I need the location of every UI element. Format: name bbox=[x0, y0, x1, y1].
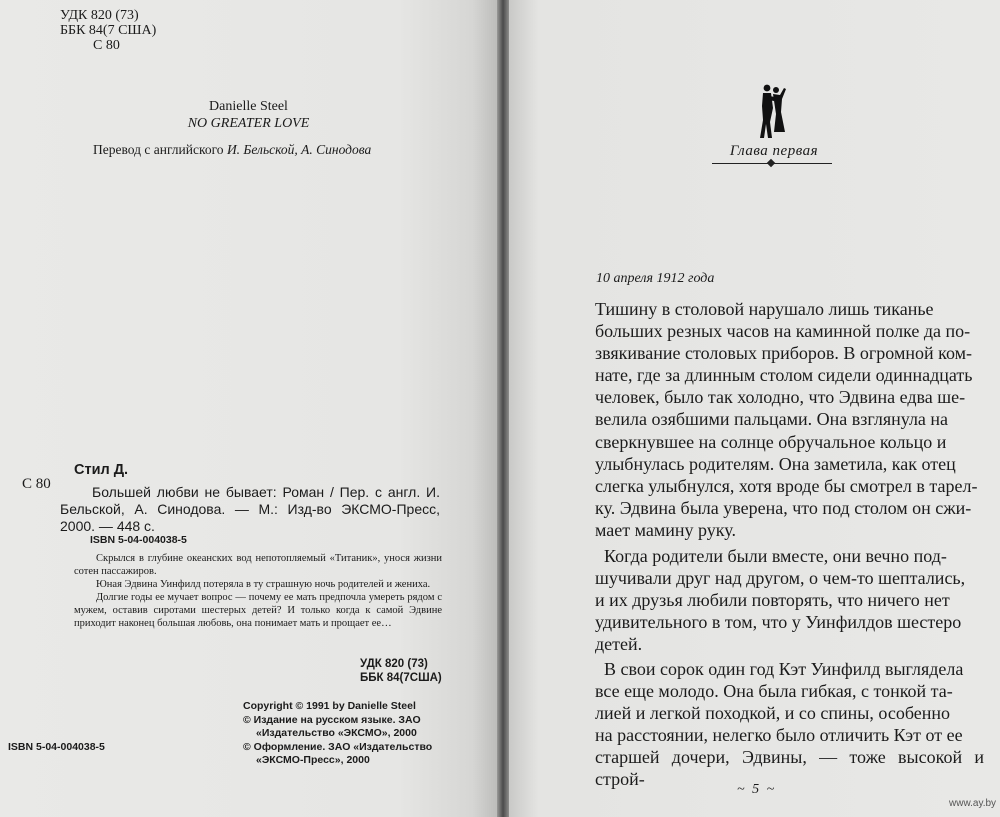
catalog-description: Большей любви не бывает: Роман / Пер. с англ. И. Бельской, А. Синодова. — М.: Изд-во ЭКСМО-Пресс, 2000. — 448 с. bbox=[60, 484, 440, 534]
book-gutter bbox=[497, 0, 509, 817]
right-page bbox=[509, 0, 1000, 817]
watermark: www.ay.by bbox=[949, 798, 997, 809]
text-line: больших резных часов на каминной полке да по- bbox=[595, 321, 971, 342]
translation-prefix: Перевод с английского bbox=[93, 142, 224, 157]
text-line: детей. bbox=[595, 634, 643, 655]
copyright-line: Copyright © 1991 by Danielle Steel bbox=[243, 700, 416, 712]
text-line: звякивание столовых приборов. В огромной ком- bbox=[595, 343, 972, 364]
title-en: NO GREATER LOVE bbox=[187, 116, 310, 131]
left-page bbox=[0, 0, 497, 817]
text-line: Когда родители были вместе, они вечно под- bbox=[604, 546, 947, 567]
udk-code: УДК 820 (73) bbox=[60, 8, 139, 23]
text-line: лией и легкой походкой, и со спины, особенно bbox=[595, 702, 951, 723]
classification-codes-bottom bbox=[360, 657, 442, 685]
body-text bbox=[595, 298, 984, 790]
catalog-author: Стил Д. bbox=[74, 462, 129, 478]
classification-codes-top bbox=[60, 8, 156, 53]
text-line: человек, было так холодно, что Эдвина едва ше- bbox=[595, 387, 966, 408]
text-line: Тишину в столовой нарушало лишь тиканье bbox=[595, 299, 934, 319]
ornament-diamond-icon bbox=[767, 159, 775, 167]
text-line: мает мамину руку. bbox=[595, 519, 736, 540]
copyright-line: © Издание на русском языке. ЗАО bbox=[243, 713, 421, 726]
isbn-bottom: ISBN 5-04-004038-5 bbox=[8, 741, 105, 753]
copyright-line: «Издательство «ЭКСМО», 2000 bbox=[256, 727, 417, 739]
text-line: сверкнувшее на солнце обручальное кольцо и bbox=[595, 431, 947, 452]
copyright-line: © Оформление. ЗАО «Издательство bbox=[243, 740, 433, 753]
annotation-paragraph: Долгие годы ее мучает вопрос — почему ее мать предпочла умереть рядом с мужем, оставив сиротами шестерых детей? И только когда к самой Эдвине приходит наконец большая любовь, она понимает мать и прощает ее… bbox=[74, 592, 442, 629]
annotation bbox=[74, 552, 442, 630]
text-line: нате, где за длинным столом сидели одиннадцать bbox=[595, 365, 973, 386]
udk-code-bottom: УДК 820 (73) bbox=[360, 658, 428, 670]
text-line: удивительного в том, что у Уинфилдов шестеро bbox=[595, 612, 962, 633]
text-line: В свои сорок один год Кэт Уинфилд выглядела bbox=[604, 658, 964, 679]
text-line: улыбнулась родителям. Она заметила, как отец bbox=[595, 453, 956, 474]
dancing-couple-icon bbox=[754, 82, 790, 140]
translator-names: И. Бельской, А. Синодова bbox=[226, 142, 372, 157]
copyright-line: «ЭКСМО-Пресс», 2000 bbox=[256, 754, 370, 766]
text-line: слегка улыбнулся, хотя вроде бы смотрел в тарел- bbox=[595, 475, 978, 496]
copyright-block bbox=[243, 700, 432, 768]
original-author-title bbox=[0, 98, 497, 132]
catalog-isbn: ISBN 5-04-004038-5 bbox=[90, 534, 187, 546]
translation-credit bbox=[93, 142, 371, 158]
author-name-en: Danielle Steel bbox=[209, 99, 288, 114]
page-number: ~ 5 ~ bbox=[737, 782, 777, 797]
text-line: и их друзья любили повторять, что ничего нет bbox=[595, 590, 950, 611]
text-line: шучивали друг над другом, о чем-то шептались, bbox=[595, 568, 966, 589]
bbk-code: ББК 84(7 США) bbox=[60, 23, 157, 38]
author-mark-code: С 80 bbox=[93, 38, 120, 53]
text-line: на расстоянии, нелегко было отличить Кэт от ее bbox=[595, 724, 963, 745]
text-line: старшей дочери, Эдвины, — тоже высокой и строй- bbox=[595, 746, 984, 789]
catalog-code: С 80 bbox=[22, 476, 51, 492]
chapter-title: Глава первая bbox=[729, 143, 819, 159]
chapter-date: 10 апреля 1912 года bbox=[596, 271, 715, 286]
annotation-paragraph: Юная Эдвина Уинфилд потеряла в ту страшную ночь родителей и жениха. bbox=[96, 579, 431, 590]
text-line: велила озябшими пальцами. Она взглянула на bbox=[595, 409, 949, 430]
annotation-paragraph: Скрылся в глубине океанских вод непотопляемый «Титаник», унося жизни сотен пассажиров. bbox=[74, 553, 442, 577]
text-line: ку. Эдвина была уверена, что под столом он сжи- bbox=[595, 497, 972, 518]
text-line: все еще молодо. Она была гибкая, с тонкой та- bbox=[595, 680, 953, 701]
bbk-code-bottom: ББК 84(7США) bbox=[360, 672, 442, 684]
